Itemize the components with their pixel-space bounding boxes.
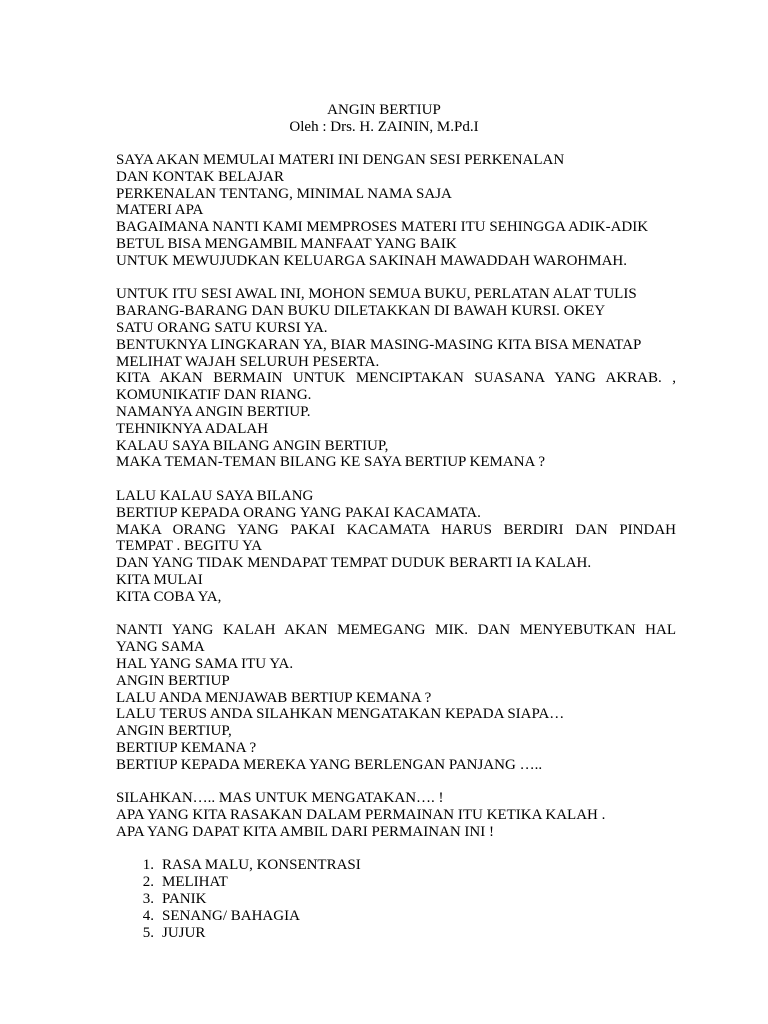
text-line: KITA COBA YA, <box>116 588 222 605</box>
text-line: ANGIN BERTIUP, <box>116 723 232 740</box>
text-line: TEHNIKNYA ADALAH <box>116 420 269 437</box>
list-item-text: JUJUR <box>162 924 206 941</box>
list-item-text: SENANG/ BAHAGIA <box>162 907 300 924</box>
paragraph <box>116 622 676 773</box>
paragraph <box>116 790 676 840</box>
text-line: APA YANG DAPAT KITA AMBIL DARI PERMAINAN INI ! <box>116 823 495 840</box>
list-item <box>116 874 676 891</box>
text-line: DAN YANG TIDAK MENDAPAT TEMPAT DUDUK BERARTI IA KALAH. <box>116 555 592 572</box>
text-line: SAYA AKAN MEMULAI MATERI INI DENGAN SESI PERKENALAN <box>116 152 565 168</box>
list-item-number: 5. <box>142 924 154 941</box>
list-item-number: 4. <box>142 907 154 924</box>
list-item <box>116 908 676 925</box>
paragraph <box>116 488 676 606</box>
numbered-list <box>116 857 676 941</box>
list-item-text: RASA MALU, KONSENTRASI <box>162 857 361 874</box>
text-line: MELIHAT WAJAH SELURUH PESERTA. <box>116 353 380 370</box>
text-line: BENTUKNYA LINGKARAN YA, BIAR MASING-MASING KITA BISA MENATAP <box>116 336 642 353</box>
text-line: SATU ORANG SATU KURSI YA. <box>116 319 328 336</box>
text-line: MAKA ORANG YANG PAKAI KACAMATA HARUS BERDIRI DAN PINDAH <box>116 521 676 538</box>
document-title: ANGIN BERTIUP <box>327 102 441 118</box>
list-item <box>116 891 676 908</box>
text-line: LALU KALAU SAYA BILANG <box>116 487 314 504</box>
text-line: BERTIUP KEPADA MEREKA YANG BERLENGAN PANJANG ….. <box>116 756 543 773</box>
document-author: Oleh : Drs. H. ZAININ, M.Pd.I <box>289 119 479 135</box>
list-item-text: MELIHAT <box>162 874 228 891</box>
text-line: MAKA TEMAN-TEMAN BILANG KE SAYA BERTIUP KEMANA ? <box>116 454 545 471</box>
text-line: BERTIUP KEMANA ? <box>116 739 257 756</box>
document-body <box>116 152 676 941</box>
text-line: SILAHKAN….. MAS UNTUK MENGATAKAN…. ! <box>116 790 444 807</box>
text-line: KALAU SAYA BILANG ANGIN BERTIUP, <box>116 437 389 454</box>
list-item <box>116 857 676 874</box>
text-line: LALU TERUS ANDA SILAHKAN MENGATAKAN KEPADA SIAPA… <box>116 706 565 723</box>
text-line: NAMANYA ANGIN BERTIUP. <box>116 403 311 420</box>
paragraph <box>116 286 676 471</box>
text-line: BERTIUP KEPADA ORANG YANG PAKAI KACAMATA. <box>116 504 481 521</box>
document-header <box>0 102 768 136</box>
text-line: UNTUK MEWUJUDKAN KELUARGA SAKINAH MAWADDAH WAROHMAH. <box>116 252 628 269</box>
text-line: NANTI YANG KALAH AKAN MEMEGANG MIK. DAN MENYEBUTKAN HAL <box>116 622 676 639</box>
list-item-text: PANIK <box>162 891 207 908</box>
text-line: KITA AKAN BERMAIN UNTUK MENCIPTAKAN SUASANA YANG AKRAB. , <box>116 370 676 387</box>
text-line: TEMPAT . BEGITU YA <box>116 538 263 555</box>
list-item-number: 2. <box>142 874 154 891</box>
text-line: APA YANG KITA RASAKAN DALAM PERMAINAN ITU KETIKA KALAH . <box>116 807 606 824</box>
text-line: DAN KONTAK BELAJAR <box>116 168 284 185</box>
paragraph <box>116 152 676 270</box>
text-line: BARANG-BARANG DAN BUKU DILETAKKAN DI BAWAH KURSI. OKEY <box>116 303 606 320</box>
list-item <box>116 925 676 942</box>
text-line: PERKENALAN TENTANG, MINIMAL NAMA SAJA <box>116 185 452 202</box>
text-line: LALU ANDA MENJAWAB BERTIUP KEMANA ? <box>116 689 432 706</box>
list-item-number: 1. <box>142 857 154 874</box>
text-line: YANG SAMA <box>116 639 205 656</box>
text-line: KITA MULAI <box>116 571 203 588</box>
text-line: UNTUK ITU SESI AWAL INI, MOHON SEMUA BUKU, PERLATAN ALAT TULIS <box>116 286 637 303</box>
text-line: ANGIN BERTIUP <box>116 672 230 689</box>
text-line: KOMUNIKATIF DAN RIANG. <box>116 387 312 404</box>
text-line: MATERI APA <box>116 202 204 219</box>
text-line: HAL YANG SAMA ITU YA. <box>116 655 294 672</box>
text-line: BAGAIMANA NANTI KAMI MEMPROSES MATERI ITU SEHINGGA ADIK-ADIK <box>116 219 649 236</box>
text-line: BETUL BISA MENGAMBIL MANFAAT YANG BAIK <box>116 235 457 252</box>
list-item-number: 3. <box>142 891 154 908</box>
